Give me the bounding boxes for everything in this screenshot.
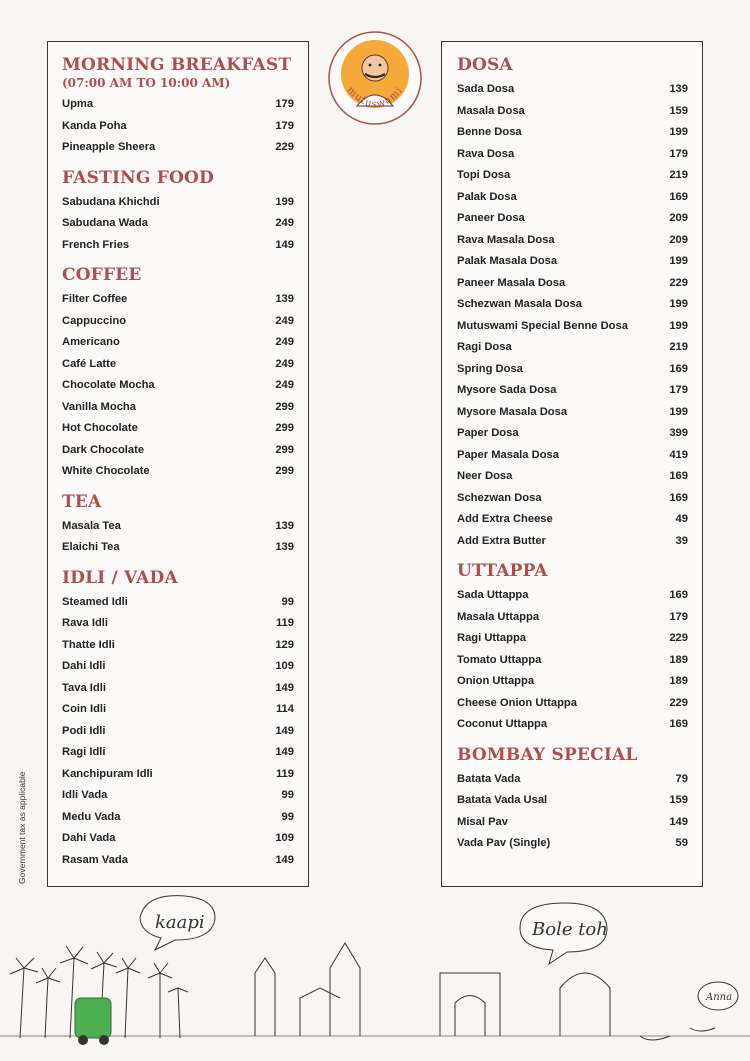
menu-item	[457, 402, 688, 424]
menu-item	[62, 635, 294, 657]
section-title: BOMBAY SPECIAL	[457, 744, 638, 765]
menu-item-price: 169	[669, 718, 688, 730]
menu-item-price: 169	[669, 491, 688, 504]
menu-item	[457, 812, 688, 834]
menu-item-price: 229	[669, 276, 688, 289]
menu-item	[457, 466, 688, 488]
menu-item-price: 119	[275, 617, 294, 629]
menu-item-price: 139	[275, 293, 294, 305]
menu-item-list	[62, 516, 294, 559]
menu-item-name: Sabudana Khichdi	[62, 195, 160, 208]
menu-item-price: 169	[669, 190, 688, 203]
menu-item	[457, 316, 688, 338]
menu-item-price: 199	[669, 298, 688, 310]
menu-item-name: Kanchipuram Idli	[62, 767, 153, 780]
menu-item-name: Cheese Onion Uttappa	[457, 696, 577, 709]
menu-item-name: Rasam Vada	[62, 853, 128, 866]
menu-item	[457, 585, 688, 607]
menu-item-name: Ragi Idli	[62, 746, 106, 758]
menu-item-price: 79	[675, 772, 688, 785]
menu-item	[62, 592, 294, 614]
section-subtitle: (07:00 AM TO 10:00 AM)	[62, 76, 231, 90]
menu-item-name: Masala Tea	[62, 519, 121, 532]
menu-item-name: Masala Uttappa	[457, 610, 540, 623]
menu-item	[62, 213, 294, 235]
menu-item	[62, 656, 294, 678]
menu-item	[62, 721, 294, 743]
menu-item	[62, 699, 294, 721]
menu-item-name: Add Extra Cheese	[457, 513, 553, 525]
menu-item	[62, 764, 294, 786]
menu-item-price: 139	[275, 519, 294, 532]
section-idli-vada	[62, 567, 294, 872]
menu-item-name: Sabudana Wada	[62, 217, 148, 229]
menu-item	[62, 678, 294, 700]
menu-item	[62, 807, 294, 829]
section-dosa	[457, 54, 688, 552]
menu-item	[62, 418, 294, 440]
menu-item	[457, 230, 688, 252]
menu-item-name: Pineapple Sheera	[62, 141, 156, 153]
menu-item-price: 99	[281, 595, 294, 608]
section-fasting-food	[62, 167, 294, 257]
menu-item-price: 149	[275, 853, 294, 866]
section-title: FASTING FOOD	[62, 167, 214, 188]
menu-item-price: 179	[669, 384, 688, 396]
menu-item-price: 169	[669, 589, 688, 601]
menu-item-price: 149	[275, 238, 294, 251]
menu-item-name: Ragi Dosa	[457, 341, 512, 353]
menu-item-price: 139	[275, 541, 294, 553]
menu-item-price: 299	[275, 443, 294, 456]
menu-item-name: Misal Pav	[457, 815, 508, 828]
menu-item-price: 249	[275, 379, 294, 391]
menu-item	[457, 693, 688, 715]
menu-item-name: Podi Idli	[62, 724, 106, 737]
menu-item	[457, 445, 688, 467]
menu-item-list	[457, 585, 688, 736]
menu-item-name: Schezwan Masala Dosa	[457, 298, 582, 310]
menu-item-name: Add Extra Butter	[457, 534, 546, 547]
menu-item-price: 249	[275, 357, 294, 370]
menu-item	[457, 769, 688, 791]
menu-item-name: Paper Dosa	[457, 427, 519, 439]
menu-item-price: 199	[275, 195, 294, 208]
menu-item-list	[62, 592, 294, 872]
menu-item-name: Schezwan Dosa	[457, 491, 542, 504]
menu-item-price: 179	[669, 147, 688, 160]
menu-item	[457, 531, 688, 553]
menu-item	[457, 79, 688, 101]
menu-item-price: 229	[669, 696, 688, 709]
menu-item-price: 299	[275, 422, 294, 434]
section-title: MORNING BREAKFAST	[62, 55, 292, 75]
anna-text: Anna	[706, 992, 733, 1003]
bole-toh-text: Bole toh	[532, 919, 608, 940]
menu-item-price: 189	[669, 675, 688, 687]
menu-item-name: Ragi Uttappa	[457, 632, 526, 644]
menu-item-price: 229	[275, 141, 294, 153]
menu-item-name: Dark Chocolate	[62, 443, 145, 456]
menu-item	[457, 423, 688, 445]
menu-item	[62, 461, 294, 483]
menu-item-price: 229	[669, 632, 688, 644]
menu-item-name: Tava Idli	[62, 681, 106, 694]
menu-item-name: Palak Dosa	[457, 190, 517, 203]
section-title: TEA	[62, 491, 102, 512]
menu-item-name: Chocolate Mocha	[62, 379, 155, 391]
section-title: IDLI / VADA	[62, 567, 178, 588]
menu-item-price: 99	[281, 810, 294, 823]
right-menu-panel	[441, 41, 703, 887]
menu-item	[62, 850, 294, 872]
menu-item-list	[62, 94, 294, 159]
menu-item-price: 149	[275, 724, 294, 737]
menu-item-price: 149	[275, 746, 294, 758]
menu-item	[457, 488, 688, 510]
menu-item-name: Filter Coffee	[62, 293, 128, 305]
menu-item	[62, 354, 294, 376]
menu-item	[62, 516, 294, 538]
menu-item-name: Idli Vada	[62, 789, 108, 801]
menu-item-price: 299	[275, 465, 294, 477]
menu-item-name: Neer Dosa	[457, 470, 513, 482]
menu-item-name: Batata Vada	[457, 772, 521, 785]
menu-item	[62, 397, 294, 419]
menu-item-name: Vada Pav (Single)	[457, 837, 551, 849]
menu-item	[457, 251, 688, 273]
menu-item	[62, 289, 294, 311]
section-morning-breakfast	[62, 54, 294, 159]
menu-item	[457, 294, 688, 316]
menu-item-price: 109	[275, 660, 294, 672]
section-bombay-special	[457, 744, 688, 855]
menu-item-name: Paneer Masala Dosa	[457, 276, 566, 289]
menu-item-name: Coconut Uttappa	[457, 718, 548, 730]
menu-item-price: 249	[275, 336, 294, 348]
menu-item	[62, 742, 294, 764]
section-coffee	[62, 264, 294, 483]
menu-item-price: 169	[669, 470, 688, 482]
menu-item	[457, 509, 688, 531]
menu-item-name: Dahi Vada	[62, 832, 116, 844]
menu-item-name: Benne Dosa	[457, 126, 522, 138]
menu-item-name: Masala Dosa	[457, 104, 525, 117]
menu-item	[457, 359, 688, 381]
menu-item-name: Batata Vada Usal	[457, 794, 548, 806]
menu-item-price: 399	[669, 427, 688, 439]
menu-item-name: French Fries	[62, 238, 130, 251]
section-uttappa	[457, 560, 688, 736]
menu-item-name: Medu Vada	[62, 810, 121, 823]
kaapi-text: kaapi	[155, 912, 205, 933]
menu-item-price: 219	[669, 341, 688, 353]
menu-item-price: 199	[669, 319, 688, 332]
menu-item-name: Americano	[62, 336, 120, 348]
menu-item-price: 39	[675, 534, 688, 547]
menu-item	[457, 101, 688, 123]
menu-item-price: 99	[281, 789, 294, 801]
menu-item-price: 209	[669, 233, 688, 246]
menu-item-name: Topi Dosa	[457, 169, 511, 181]
left-menu-panel	[47, 41, 309, 887]
menu-item-price: 199	[669, 126, 688, 138]
menu-item-name: Cappuccino	[62, 314, 127, 327]
menu-item-name: Paper Masala Dosa	[457, 448, 559, 461]
menu-item-price: 249	[275, 314, 294, 327]
menu-item-price: 179	[275, 119, 294, 132]
menu-item-name: White Chocolate	[62, 465, 150, 477]
menu-item	[457, 208, 688, 230]
menu-item	[62, 311, 294, 333]
menu-item	[457, 628, 688, 650]
menu-item	[457, 607, 688, 629]
menu-item-name: Onion Uttappa	[457, 675, 535, 687]
section-title: UTTAPPA	[457, 561, 548, 581]
menu-item-name: Rava Idli	[62, 617, 109, 629]
menu-item-price: 159	[669, 104, 688, 117]
menu-item-name: Mysore Sada Dosa	[457, 384, 557, 396]
menu-item-list	[62, 289, 294, 483]
city-illustration	[0, 888, 750, 1061]
menu-item	[62, 613, 294, 635]
menu-item-price: 179	[275, 98, 294, 110]
menu-item-price: 59	[675, 837, 688, 849]
menu-item-price: 189	[669, 653, 688, 666]
menu-item-price: 139	[669, 83, 688, 95]
menu-item	[62, 828, 294, 850]
menu-item-price: 299	[275, 400, 294, 413]
menu-item-price: 199	[669, 405, 688, 418]
menu-item-price: 49	[675, 513, 688, 525]
menu-item	[62, 375, 294, 397]
menu-item	[62, 116, 294, 138]
menu-item-list	[62, 192, 294, 257]
section-title: COFFEE	[62, 265, 142, 285]
tax-note: Government tax as applicable	[17, 771, 27, 884]
menu-item-price: 119	[275, 767, 294, 780]
menu-item-price: 149	[669, 815, 688, 828]
menu-item	[457, 650, 688, 672]
menu-item	[62, 235, 294, 257]
menu-item-name: Paneer Dosa	[457, 212, 525, 224]
menu-item-name: Vanilla Mocha	[62, 400, 136, 413]
menu-item	[62, 440, 294, 462]
menu-item-price: 419	[669, 448, 688, 461]
menu-item-price: 114	[275, 703, 294, 715]
menu-item-name: Coin Idli	[62, 703, 107, 715]
menu-item-name: Rava Dosa	[457, 147, 515, 160]
menu-item	[62, 332, 294, 354]
menu-item	[62, 192, 294, 214]
menu-item	[457, 671, 688, 693]
section-title: DOSA	[457, 55, 513, 75]
menu-item-list	[457, 79, 688, 552]
menu-item	[62, 137, 294, 159]
logo-text: mutuswami	[344, 84, 406, 111]
menu-item	[457, 122, 688, 144]
menu-item-price: 179	[669, 610, 688, 623]
menu-item-price: 169	[669, 362, 688, 375]
menu-item-price: 159	[669, 794, 688, 806]
menu-item	[457, 380, 688, 402]
menu-item-name: Mutuswami Special Benne Dosa	[457, 319, 628, 332]
menu-item-name: Upma	[62, 98, 94, 110]
menu-item	[457, 273, 688, 295]
menu-item-name: Mysore Masala Dosa	[457, 405, 568, 418]
menu-item	[457, 790, 688, 812]
menu-item-name: Café Latte	[62, 357, 117, 370]
menu-item-name: Kanda Poha	[62, 119, 127, 132]
menu-item-price: 249	[275, 217, 294, 229]
menu-item-name: Thatte Idli	[62, 638, 115, 651]
menu-item-name: Hot Chocolate	[62, 422, 138, 434]
menu-item-name: Rava Masala Dosa	[457, 233, 555, 246]
menu-item-name: Steamed Idli	[62, 595, 128, 608]
menu-item-price: 149	[275, 681, 294, 694]
menu-item	[457, 165, 688, 187]
menu-item	[457, 833, 688, 855]
menu-item-price: 109	[275, 832, 294, 844]
menu-item-price: 209	[669, 212, 688, 224]
menu-item-price: 219	[669, 169, 688, 181]
menu-item-price: 199	[669, 255, 688, 267]
menu-item	[62, 785, 294, 807]
menu-item-name: Elaichi Tea	[62, 541, 120, 553]
section-tea	[62, 491, 294, 559]
menu-item-name: Spring Dosa	[457, 362, 523, 375]
menu-item	[457, 337, 688, 359]
menu-item-name: Sada Uttappa	[457, 589, 529, 601]
menu-item	[62, 537, 294, 559]
menu-item	[457, 187, 688, 209]
menu-item-name: Sada Dosa	[457, 83, 515, 95]
menu-item-name: Dahi Idli	[62, 660, 106, 672]
menu-item-name: Palak Masala Dosa	[457, 255, 558, 267]
mutuswami-logo	[327, 30, 423, 126]
menu-item-name: Tomato Uttappa	[457, 653, 542, 666]
menu-item	[62, 94, 294, 116]
menu-item-price: 129	[275, 638, 294, 651]
menu-item-list	[457, 769, 688, 855]
menu-item	[457, 144, 688, 166]
menu-item	[457, 714, 688, 736]
